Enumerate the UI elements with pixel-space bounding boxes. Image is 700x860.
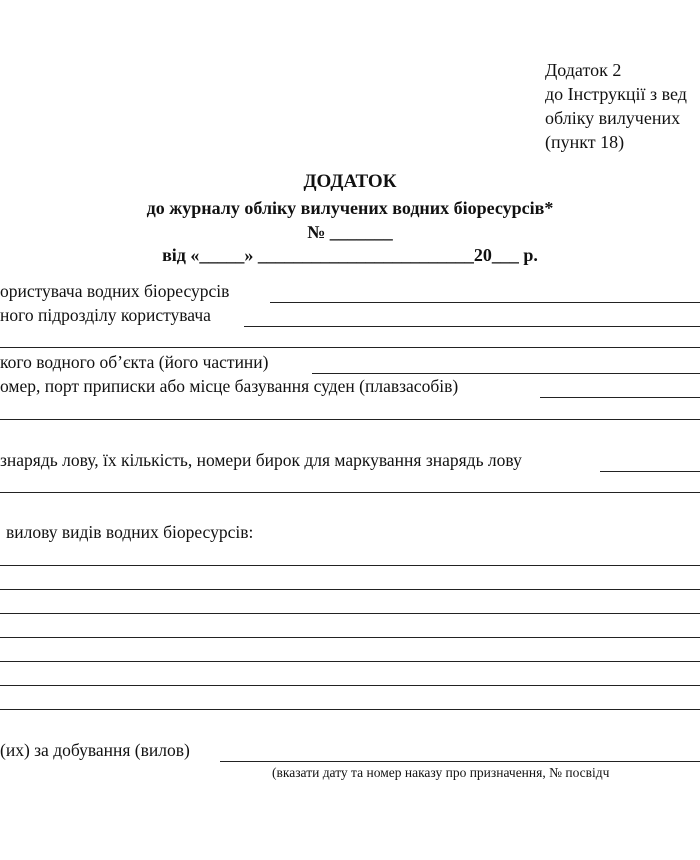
field-gear	[0, 450, 700, 474]
field-user-label: ористувача водних біоресурсів	[0, 281, 230, 301]
blank-line	[0, 347, 700, 348]
field-vessels-line	[540, 397, 700, 398]
field-subdivision-line	[244, 326, 700, 327]
catch-line	[0, 637, 700, 638]
catch-line	[0, 685, 700, 686]
catch-line	[0, 565, 700, 566]
catch-line	[0, 613, 700, 614]
appendix-instruction-cont: обліку вилучених	[545, 108, 681, 128]
field-subdivision	[0, 305, 700, 329]
field-responsible-label: (их) за добування (вилов)	[0, 740, 190, 760]
appendix-number: Додаток 2	[545, 60, 622, 80]
document-number: № _______	[307, 222, 393, 242]
field-water-object-label: кого водного об’єкта (його частини)	[0, 352, 269, 372]
field-subdivision-label: ного підрозділу користувача	[0, 305, 211, 325]
document-subtitle: до журналу обліку вилучених водних біоресурсів*	[146, 198, 554, 218]
document-date: від «_____» ________________________20___ р.	[162, 245, 538, 265]
footnote-hint: (вказати дату та номер наказу про призначення, № посвідч	[272, 765, 610, 780]
blank-line	[0, 419, 700, 420]
catch-line	[0, 661, 700, 662]
field-vessels	[0, 376, 700, 400]
field-water-object	[0, 352, 700, 376]
field-catch-label: вилову видів водних біоресурсів:	[6, 522, 254, 542]
field-user-line	[270, 302, 700, 303]
document-title: ДОДАТОК	[303, 171, 397, 192]
catch-line	[0, 589, 700, 590]
catch-line	[0, 709, 700, 710]
field-water-object-line	[312, 373, 700, 374]
appendix-clause: (пункт 18)	[545, 132, 625, 152]
blank-line	[0, 492, 700, 493]
field-user	[0, 281, 700, 305]
field-vessels-label: омер, порт приписки або місце базування суден (плавзасобів)	[0, 376, 459, 396]
field-responsible	[0, 740, 700, 764]
field-gear-label: знарядь лову, їх кількість, номери бирок для маркування знарядь лову	[0, 450, 522, 470]
field-catch	[0, 522, 700, 546]
appendix-instruction: до Інструкції з вед	[545, 84, 687, 104]
field-responsible-line	[220, 761, 700, 762]
appendix-reference	[545, 58, 687, 154]
field-gear-line	[600, 471, 700, 472]
